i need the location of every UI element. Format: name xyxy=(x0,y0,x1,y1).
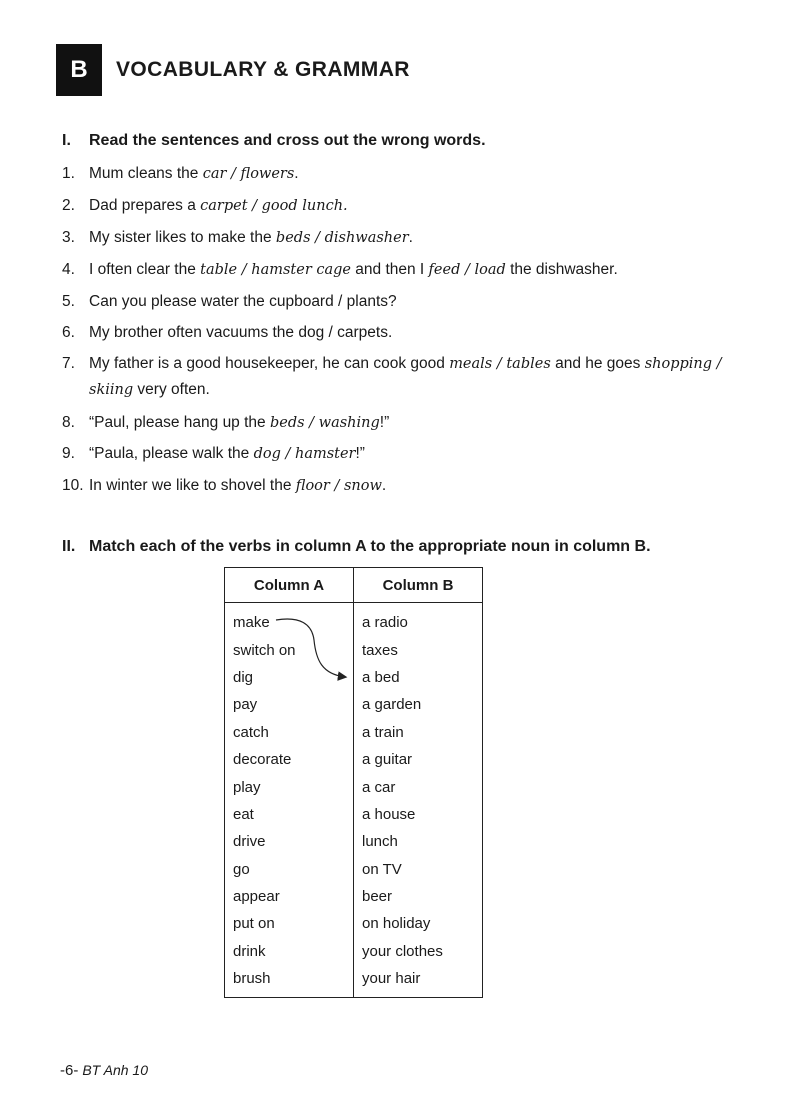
column-a-verb: switch on xyxy=(225,636,354,663)
column-b-noun: a bed xyxy=(354,664,483,691)
exercise-1-heading xyxy=(62,132,486,150)
sentence-text: Can you please water the cupboard / plants? xyxy=(89,293,397,310)
matching-table xyxy=(224,567,483,998)
item-number: 4. xyxy=(62,261,75,278)
table-row xyxy=(225,746,483,773)
item-number: 8. xyxy=(62,414,75,431)
column-b-noun: your hair xyxy=(354,965,483,998)
column-b-noun: on holiday xyxy=(354,910,483,937)
exercise-2-instruction: Match each of the verbs in column A to the appropriate noun in column B. xyxy=(89,538,651,555)
exercise-1-item xyxy=(62,473,752,499)
column-a-verb: catch xyxy=(225,719,354,746)
column-a-verb: play xyxy=(225,773,354,800)
item-sentence xyxy=(89,193,752,219)
column-a-verb: eat xyxy=(225,801,354,828)
exercise-1-item xyxy=(62,161,752,187)
column-a-verb: brush xyxy=(225,965,354,998)
item-sentence xyxy=(89,410,752,436)
section-badge: B xyxy=(56,44,102,96)
exercise-1-item xyxy=(62,289,752,315)
sentence-text: Dad prepares a xyxy=(89,197,201,214)
sentence-text: My father is a good housekeeper, he can cook good xyxy=(89,355,450,372)
item-number: 6. xyxy=(62,324,75,341)
sentence-text: My brother often vacuums the dog / carpets. xyxy=(89,324,393,341)
sentence-text: Mum cleans the xyxy=(89,165,203,182)
word-choice: feed / load xyxy=(428,262,506,278)
column-b-noun: your clothes xyxy=(354,938,483,965)
table-row xyxy=(225,938,483,965)
table-row xyxy=(225,801,483,828)
table-row xyxy=(225,664,483,691)
column-a-verb: go xyxy=(225,856,354,883)
sentence-text: and then I xyxy=(350,261,429,278)
sentence-text: . xyxy=(294,165,299,182)
sentence-text: “Paula, please walk the xyxy=(89,445,254,462)
item-number: 2. xyxy=(62,197,75,214)
item-number: 3. xyxy=(62,229,75,246)
item-sentence xyxy=(89,473,752,499)
word-choice: carpet / good lunch. xyxy=(200,198,348,214)
column-a-verb: make xyxy=(225,603,354,637)
item-number: 5. xyxy=(62,293,75,310)
column-b-noun: beer xyxy=(354,883,483,910)
word-choice: shopping / skiing xyxy=(89,356,722,398)
exercise-1-item xyxy=(62,441,752,467)
column-b-noun: lunch xyxy=(354,828,483,855)
exercise-1-item xyxy=(62,257,752,283)
word-choice: meals / tables xyxy=(449,356,551,372)
column-b-noun: taxes xyxy=(354,636,483,663)
sentence-text: very often. xyxy=(133,381,210,398)
column-a-header: Column A xyxy=(225,568,354,603)
column-a-verb: drive xyxy=(225,828,354,855)
table-row xyxy=(225,910,483,937)
exercise-1-instruction: Read the sentences and cross out the wrong words. xyxy=(89,132,486,149)
exercise-1-item xyxy=(62,225,752,251)
item-number: 7. xyxy=(62,355,75,372)
table-row xyxy=(225,965,483,998)
column-a-verb: decorate xyxy=(225,746,354,773)
sentence-text: and he goes xyxy=(550,355,645,372)
sentence-text: I often clear the xyxy=(89,261,201,278)
column-b-noun: a guitar xyxy=(354,746,483,773)
exercise-2-number: II. xyxy=(62,538,76,555)
item-number: 9. xyxy=(62,445,75,462)
section-title: VOCABULARY & GRAMMAR xyxy=(116,58,410,81)
column-b-noun: a train xyxy=(354,719,483,746)
table-row xyxy=(225,636,483,663)
sentence-text: !” xyxy=(355,445,365,462)
item-sentence xyxy=(89,351,752,403)
word-choice: car / flowers xyxy=(202,166,295,182)
column-b-noun: a garden xyxy=(354,691,483,718)
item-number: 1. xyxy=(62,165,75,182)
column-b-noun: a radio xyxy=(354,603,483,637)
page-number: -6- xyxy=(60,1062,79,1079)
word-choice: floor / snow xyxy=(295,478,382,494)
sentence-text: the dishwasher. xyxy=(505,261,618,278)
exercise-1-item xyxy=(62,410,752,436)
item-sentence xyxy=(89,289,752,315)
sentence-text: In winter we like to shovel the xyxy=(89,477,296,494)
exercise-1-item xyxy=(62,193,752,219)
exercise-2-heading xyxy=(62,538,651,556)
item-sentence xyxy=(89,225,752,251)
sentence-text: My sister likes to make the xyxy=(89,229,276,246)
word-choice: beds / dishwasher xyxy=(275,230,409,246)
exercise-1-item xyxy=(62,351,752,403)
item-sentence xyxy=(89,320,752,346)
item-sentence xyxy=(89,441,752,467)
sentence-text: !” xyxy=(379,414,390,431)
table-row xyxy=(225,828,483,855)
table-row xyxy=(225,856,483,883)
item-number: 10. xyxy=(62,477,84,494)
book-title: BT Anh 10 xyxy=(82,1062,148,1078)
word-choice: beds / washing xyxy=(269,415,380,431)
table-row xyxy=(225,691,483,718)
table-row xyxy=(225,883,483,910)
column-a-verb: drink xyxy=(225,938,354,965)
item-sentence xyxy=(89,257,752,283)
column-b-noun: a house xyxy=(354,801,483,828)
column-b-noun: on TV xyxy=(354,856,483,883)
column-b-noun: a car xyxy=(354,773,483,800)
sentence-text: . xyxy=(381,477,387,494)
column-a-verb: appear xyxy=(225,883,354,910)
table-row xyxy=(225,773,483,800)
item-sentence xyxy=(89,161,752,187)
column-a-verb: put on xyxy=(225,910,354,937)
exercise-1-number: I. xyxy=(62,132,71,149)
column-b-header: Column B xyxy=(354,568,483,603)
page-footer xyxy=(60,1062,148,1079)
column-a-verb: pay xyxy=(225,691,354,718)
column-a-verb: dig xyxy=(225,664,354,691)
table-row xyxy=(225,719,483,746)
table-row xyxy=(225,603,483,637)
word-choice: dog / hamster xyxy=(253,446,356,462)
exercise-1-item xyxy=(62,320,752,346)
sentence-text: “Paul, please hang up the xyxy=(89,414,270,431)
word-choice: table / hamster cage xyxy=(200,262,351,278)
sentence-text: . xyxy=(408,229,413,246)
